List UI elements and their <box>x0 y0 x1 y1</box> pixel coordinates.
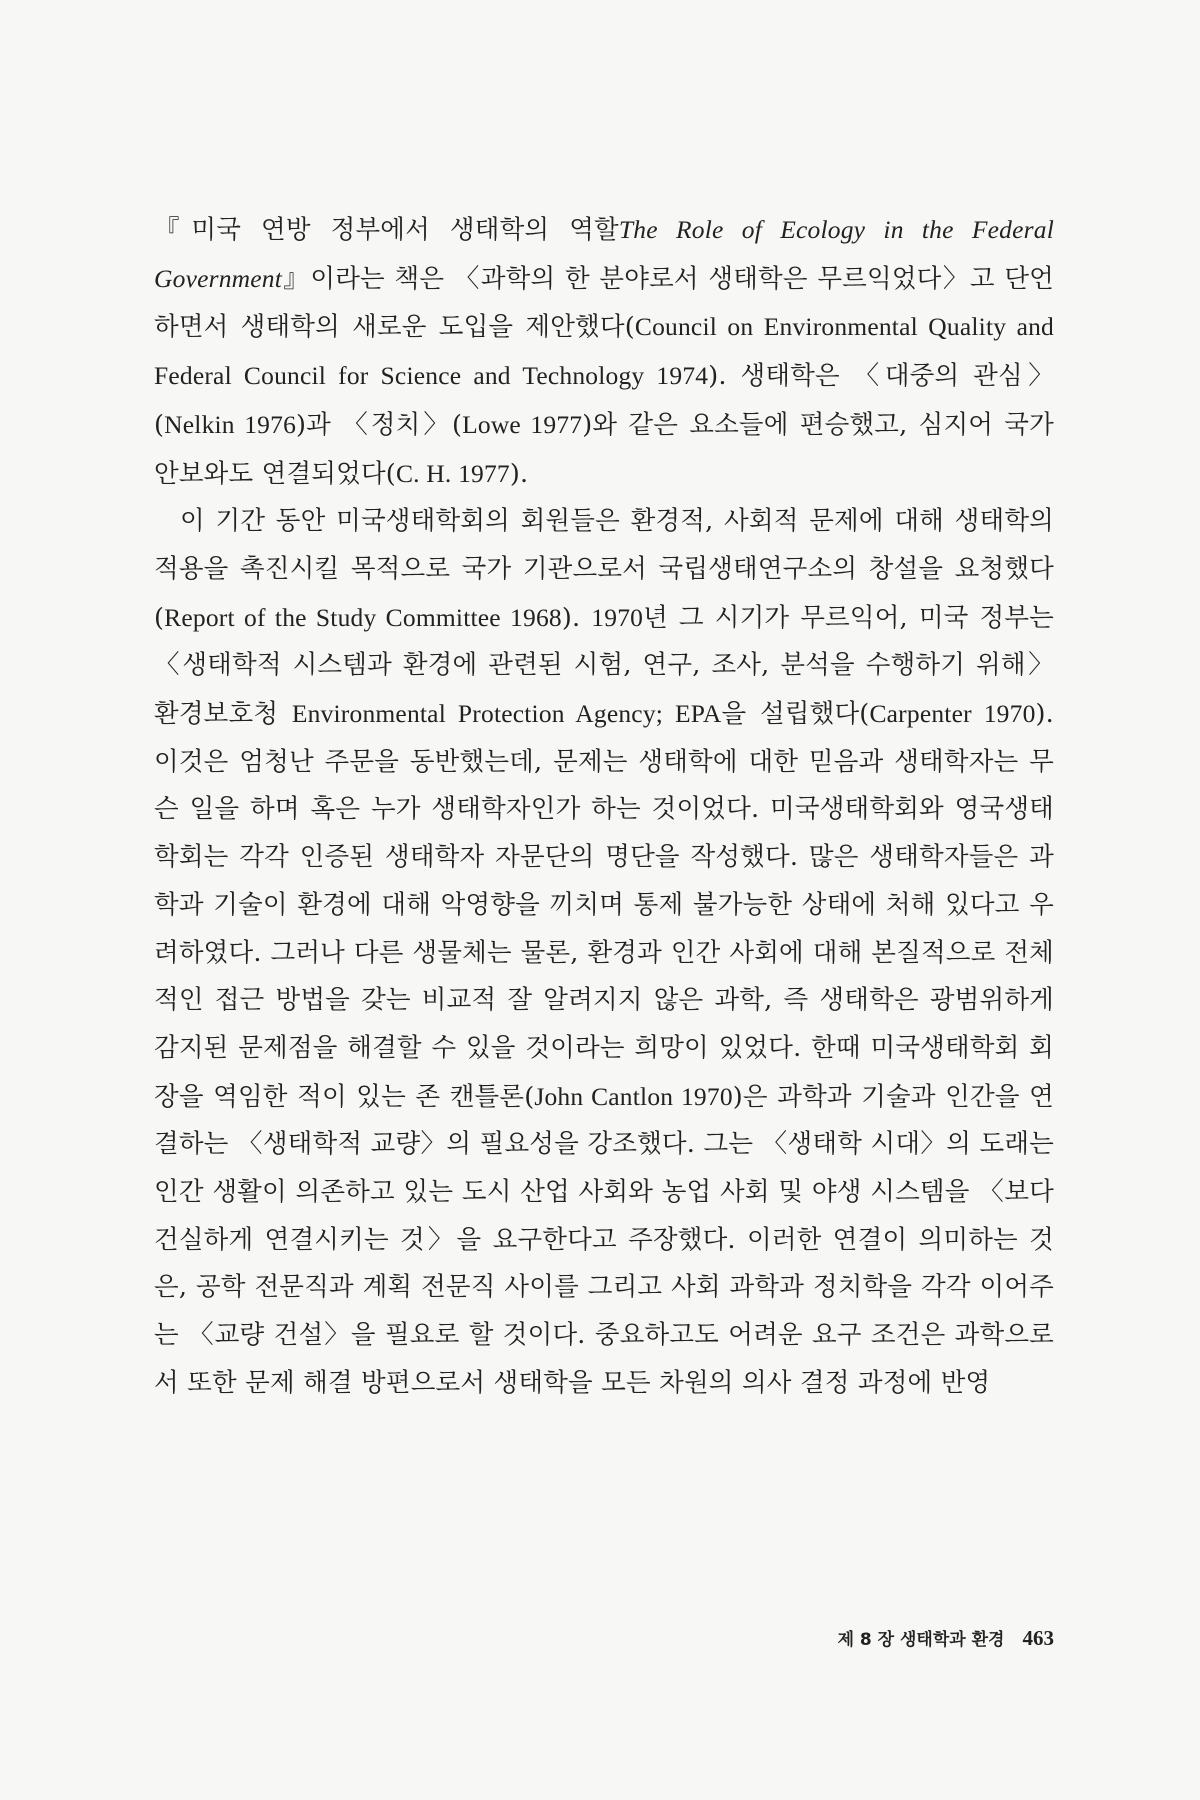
running-footer <box>838 1625 1054 1651</box>
text-run: )은 과학과 기술과 인간을 연결하는 〈생태학적 교량〉의 필요성을 강조했다. 그는 〈생태학 시대〉의 도래는 인간 생활이 의존하고 있는 도시 산업 사회와 농업 사회 및 야생 시스템을 〈보다 건실하게 연결시키는 것〉을 요구한다고 주장했다. 이러한 연결이 의미하는 것은, 공학 전문직과 계획 전문직 사이를 그리고 사회 과학과 정치학을 각각 이어주는 〈교량 건설〉을 필요로 할 것이다. 중요하고도 어려운 요구 조건은 과학으로서 또한 문제 해결 방편으로서 생태학을 모든 차원의 의사 결정 과정에 반영 <box>154 1081 1054 1398</box>
text-run: )와 같은 요소들에 편승했고, 심지어 국가 안보와도 연결되었다( <box>154 409 1054 489</box>
text-run: )과 〈정치〉( <box>296 409 463 440</box>
text-run: ). <box>509 458 529 489</box>
body-text <box>154 206 1054 1408</box>
text-run: 을 설립했다( <box>721 699 870 730</box>
text-run: 년 그 시기가 무르익어, 미국 정부는 〈생태학적 시스템과 환경에 관련된 시험, 연구, 조사, 분석을 수행하기 위해〉 환경보호청 <box>154 602 1054 730</box>
body-paragraph <box>154 498 1054 1407</box>
text-run: C. H. 1977 <box>395 458 510 488</box>
page-number: 463 <box>1022 1626 1054 1650</box>
text-run: 1970 <box>591 602 644 632</box>
text-run: 『미국 연방 정부에서 생태학의 역할 <box>154 215 619 245</box>
text-run: ). 생태학은 〈대중의 관심〉( <box>154 361 1054 440</box>
chapter-title: 제 8 장 생태학과 환경 <box>837 1630 1005 1650</box>
text-run: Environmental Protection Agency; EPA <box>291 699 722 729</box>
book-title-italic: The Role of Ecology in the Federal Government <box>154 215 1054 293</box>
text-run: Carpenter 1970 <box>869 699 1036 729</box>
text-run: 이 기간 동안 미국생태학회의 회원들은 환경적, 사회적 문제에 대해 생태학의 적용을 촉진시킬 목적으로 국가 기관으로서 국립생태연구소의 창설을 요청했다( <box>154 506 1054 633</box>
text-run: Council on Environmental Quality and Federal Council for Science and Technology 1974 <box>154 312 1054 391</box>
text-run: ). 이것은 엄청난 주문을 동반했는데, 문제는 생태학에 대한 믿음과 생태학자는 무슨 일을 하며 혹은 누가 생태학자인가 하는 것이었다. 미국생태학회와 영국생태학회는 각각 인증된 생태학자 자문단의 명단을 작성했다. 많은 생태학자들은 과학과 기술이 환경에 대해 악영향을 끼치며 통제 불가능한 상태에 처해 있다고 우려하였다. 그러나 다른 생물체는 물론, 환경과 인간 사회에 대해 본질적으로 전체적인 접근 방법을 갖는 비교적 잘 알려지지 않은 과학, 즉 생태학은 광범위하게 감지된 문제점을 해결할 수 있을 것이라는 희망이 있었다. 한때 미국생태학회 회장을 역임한 적이 있는 존 캔틀론( <box>154 699 1054 1112</box>
text-run: ). <box>561 602 592 633</box>
text-run: John Cantlon 1970 <box>534 1081 733 1111</box>
body-paragraph <box>154 206 1054 498</box>
text-run: 』이라는 책은 〈과학의 한 분야로서 생태학은 무르익었다〉고 단언하면서 생태학의 새로운 도입을 제안했다( <box>154 263 1054 343</box>
text-run: Report of the Study Committee 1968 <box>164 602 562 632</box>
text-run: Lowe 1977 <box>462 409 583 439</box>
text-run: Nelkin 1976 <box>164 409 297 439</box>
